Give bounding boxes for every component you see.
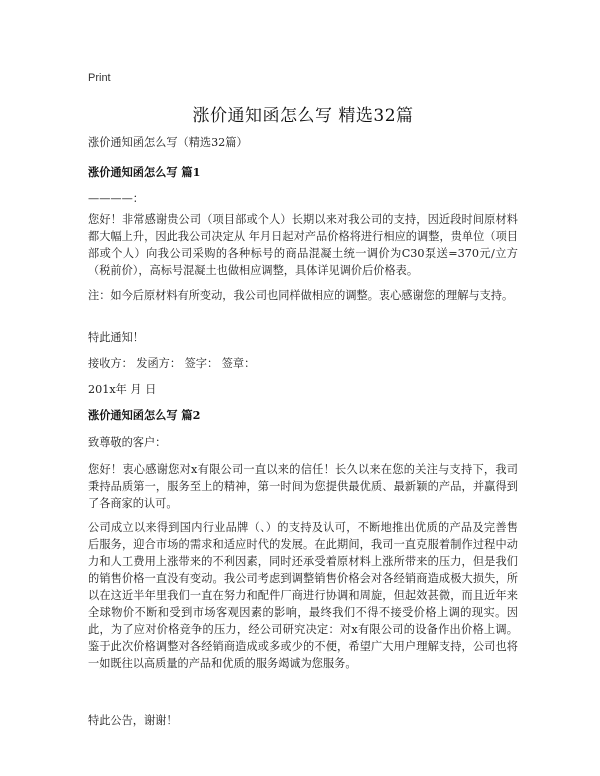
- section2-greeting: 致尊敬的客户：: [88, 436, 167, 449]
- section2-heading: 涨价通知函怎么写 篇2: [88, 408, 201, 422]
- section1-heading: 涨价通知函怎么写 篇1: [88, 165, 201, 179]
- section1-signatures: 接收方： 发函方： 签字： 签章：: [88, 357, 256, 370]
- document-title: 涨价通知函怎么写 精选32篇: [192, 106, 414, 126]
- print-label: Print: [88, 72, 111, 84]
- section1-notice: 特此通知！: [88, 331, 144, 344]
- document-subtitle: 涨价通知函怎么写（精选32篇）: [88, 136, 248, 149]
- section1-date: 201x年 月 日: [88, 383, 157, 396]
- section2-paragraph-1: 您好！衷心感谢您对x有限公司一直以来的信任！长久以来在您的关注与支持下，我司秉持品质第一，服务至上的精神，第一时间为您提供最优质、最新颖的产品，并赢得到了各商家的认可。: [88, 463, 518, 510]
- section1-paragraph-2: 注：如今后原材料有所变动，我公司也同样做相应的调整。衷心感谢您的理解与支持。: [88, 289, 514, 302]
- section2-paragraph-2: 公司成立以来得到国内行业品牌（、）的支持及认可，不断地推出优质的产品及完善售后服务，迎合市场的需求和适应时代的发展。在此期间，我司一直克服着制作过程中动力和人工费用上涨带来的不利因素，同时还承受着原材料上涨所带来的压力，但是我们的销售价格一直没有变动。我公司考虑到调整销售价格会对各经销商造成极大损失，所以在这近半年里我们一直在努力和配件厂商进行协调和周旋，但起效甚微，而且近年来全球物价不断和受到市场客观因素的影响，最终我们不得不接受价格上调的现实。因此，为了应对价格竞争的压力，经公司研究决定：对x有限公司的设备作出价格上调。鉴于此次价格调整对各经销商造成或多或少的不便，希望广大用户理解支持，公司也将一如既往以高质量的产品和优质的服务竭诚为您服务。: [88, 521, 518, 670]
- section1-paragraph-1: 您好！非常感谢贵公司（项目部或个人）长期以来对我公司的支持，因近段时间原材料都大幅上升，因此我公司决定从 年月日起对产品价格将进行相应的调整，贵单位（项目部或个人）向我公司采购的各种标号的商品混凝土统一调价为C30泵送=370元/立方（税前价），高标号混凝土也做相应调整，具体详见调价后价格表。: [88, 213, 518, 277]
- section1-dashes: ————：: [88, 192, 144, 205]
- section2-closing: 特此公告，谢谢！: [88, 714, 178, 727]
